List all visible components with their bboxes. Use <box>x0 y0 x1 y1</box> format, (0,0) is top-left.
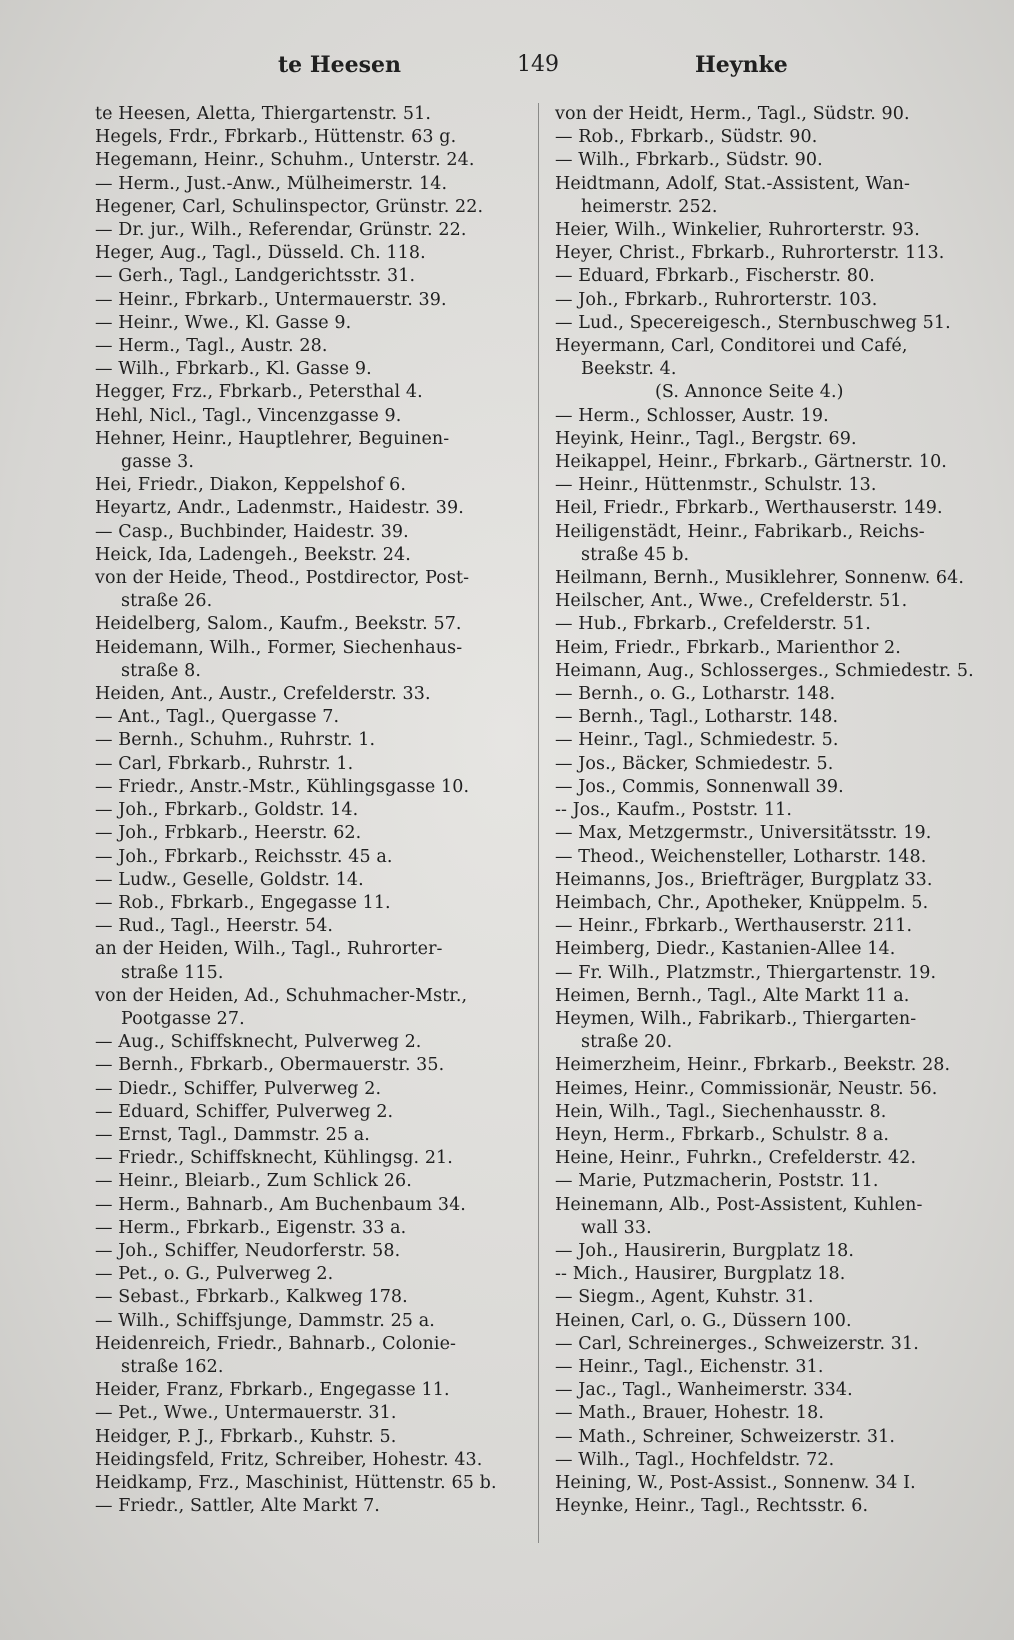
entry-line: Heynke, Heinr., Tagl., Rechtsstr. 6. <box>555 1496 869 1517</box>
entry-line: — Rob., Fbrkarb., Südstr. 90. <box>555 127 818 148</box>
entry-line: — Diedr., Schiffer, Pulverweg 2. <box>95 1078 382 1099</box>
directory-entry <box>555 242 985 265</box>
entry-line: — Jos., Bäcker, Schmiedestr. 5. <box>555 753 834 774</box>
entry-line: — Joh., Fbrkarb., Goldstr. 14. <box>95 800 359 821</box>
directory-entry <box>95 1495 523 1518</box>
entry-line: — Rud., Tagl., Heerstr. 54. <box>95 916 334 937</box>
directory-entry <box>555 1286 985 1309</box>
entry-line: — Bernh., o. G., Lotharstr. 148. <box>555 684 836 705</box>
entry-line: Heilscher, Ant., Wwe., Crefelderstr. 51. <box>555 591 908 612</box>
entry-continuation: straße 45 b. <box>581 544 690 565</box>
entry-line: Heyartz, Andr., Ladenmstr., Haidestr. 39. <box>95 498 464 519</box>
entry-continuation: wall 33. <box>581 1217 652 1238</box>
directory-entry <box>555 474 985 497</box>
directory-entry <box>95 683 523 706</box>
directory-entry <box>95 1472 523 1495</box>
entry-line: Heyer, Christ., Fbrkarb., Ruhrorterstr. 113. <box>555 243 945 264</box>
directory-entry <box>95 1147 523 1170</box>
directory-entry <box>95 265 523 288</box>
directory-entry <box>555 660 985 683</box>
entry-line: Hegemann, Heinr., Schuhm., Unterstr. 24. <box>95 150 475 171</box>
entry-line: Heimberg, Diedr., Kastanien-Allee 14. <box>555 939 896 960</box>
entry-continuation: straße 20. <box>581 1032 673 1053</box>
directory-entry <box>555 1495 985 1518</box>
directory-entry <box>555 1240 985 1263</box>
entry-line: — Carl, Schreinerges., Schweizerstr. 31. <box>555 1333 919 1354</box>
entry-line: Hegener, Carl, Schulinspector, Grünstr. 22. <box>95 196 484 217</box>
directory-entry <box>95 428 523 474</box>
directory-entry <box>555 173 985 219</box>
directory-entry <box>555 613 985 636</box>
directory-entry <box>95 915 523 938</box>
entry-line: — Heinr., Tagl., Schmiedestr. 5. <box>555 730 839 751</box>
directory-entry <box>95 126 523 149</box>
directory-entry <box>555 1124 985 1147</box>
directory-entry <box>555 915 985 938</box>
directory-entry <box>555 381 985 404</box>
directory-entry <box>95 335 523 358</box>
directory-entry <box>555 706 985 729</box>
directory-entry <box>555 405 985 428</box>
directory-entry <box>555 312 985 335</box>
entry-line: — Joh., Schiffer, Neudorferstr. 58. <box>95 1240 401 1261</box>
directory-entry <box>95 1449 523 1472</box>
entry-line: — Theod., Weichensteller, Lotharstr. 148. <box>555 846 927 867</box>
entry-line: — Math., Schreiner, Schweizerstr. 31. <box>555 1426 896 1447</box>
directory-entry <box>95 103 523 126</box>
entry-line: — Eduard, Schiffer, Pulverweg 2. <box>95 1101 394 1122</box>
directory-entry <box>95 358 523 381</box>
directory-entry <box>555 1356 985 1379</box>
entry-line: — Bernh., Fbrkarb., Obermauerstr. 35. <box>95 1055 445 1076</box>
header-last-entry: Heynke <box>695 52 788 78</box>
directory-entry <box>555 637 985 660</box>
entry-line: Heyn, Herm., Fbrkarb., Schulstr. 8 a. <box>555 1124 890 1145</box>
entry-line: Hegger, Frz., Fbrkarb., Petersthal 4. <box>95 382 423 403</box>
entry-line: -- Mich., Hausirer, Burgplatz 18. <box>555 1264 846 1285</box>
directory-entry <box>555 1194 985 1240</box>
entry-line: Hei, Friedr., Diakon, Keppelshof 6. <box>95 475 407 496</box>
entry-line: — Friedr., Sattler, Alte Markt 7. <box>95 1496 380 1517</box>
entry-line: Heiligenstädt, Heinr., Fabrikarb., Reichs- <box>555 521 925 542</box>
directory-entry <box>555 590 985 613</box>
entry-line: — Ant., Tagl., Quergasse 7. <box>95 707 340 728</box>
directory-entry <box>555 1379 985 1402</box>
directory-entry <box>95 1031 523 1054</box>
directory-entry <box>95 219 523 242</box>
directory-entry <box>95 149 523 172</box>
entry-line: — Carl, Fbrkarb., Ruhrstr. 1. <box>95 753 354 774</box>
entry-line: — Heinr., Fbrkarb., Werthauserstr. 211. <box>555 916 913 937</box>
directory-entry <box>95 1194 523 1217</box>
directory-entry <box>555 219 985 242</box>
entry-line: — Siegm., Agent, Kuhstr. 31. <box>555 1287 814 1308</box>
entry-line: — Friedr., Schiffsknecht, Kühlingsg. 21. <box>95 1148 453 1169</box>
entry-line: Heimes, Heinr., Commissionär, Neustr. 56. <box>555 1078 938 1099</box>
directory-entry <box>555 126 985 149</box>
entry-line: Heikappel, Heinr., Fbrkarb., Gärtnerstr. 10. <box>555 452 947 473</box>
entry-line: — Bernh., Tagl., Lotharstr. 148. <box>555 707 839 728</box>
header-first-entry: te Heesen <box>278 52 401 78</box>
entry-line: — Lud., Specereigesch., Sternbuschweg 51. <box>555 312 951 333</box>
directory-entry <box>555 938 985 961</box>
entry-line: — Math., Brauer, Hohestr. 18. <box>555 1403 824 1424</box>
directory-entry <box>95 1333 523 1379</box>
directory-entry <box>95 729 523 752</box>
entry-line: Heidkamp, Frz., Maschinist, Hüttenstr. 65 b. <box>95 1472 497 1493</box>
entry-line: Heiden, Ant., Austr., Crefelderstr. 33. <box>95 684 431 705</box>
directory-entry <box>555 428 985 451</box>
directory-entry <box>95 1426 523 1449</box>
entry-line: — Heinr., Hüttenmstr., Schulstr. 13. <box>555 475 877 496</box>
entry-line: te Heesen, Aletta, Thiergartenstr. 51. <box>95 104 432 124</box>
entry-line: von der Heidt, Herm., Tagl., Südstr. 90. <box>555 104 910 124</box>
entry-line: — Herm., Schlosser, Austr. 19. <box>555 405 829 426</box>
entry-line: Heimbach, Chr., Apotheker, Knüppelm. 5. <box>555 892 929 913</box>
directory-entry <box>555 1147 985 1170</box>
directory-entry <box>555 1008 985 1054</box>
entry-line: — Max, Metzgermstr., Universitätsstr. 19. <box>555 823 932 844</box>
directory-entry <box>95 405 523 428</box>
entry-line: Heil, Friedr., Fbrkarb., Werthauserstr. 149. <box>555 498 943 519</box>
entry-line: — Hub., Fbrkarb., Crefelderstr. 51. <box>555 614 871 635</box>
directory-entry <box>95 1078 523 1101</box>
entry-line: Heidemann, Wilh., Former, Siechenhaus- <box>95 637 463 658</box>
directory-entry <box>95 776 523 799</box>
directory-entry <box>555 846 985 869</box>
directory-entry <box>95 892 523 915</box>
directory-entry <box>95 289 523 312</box>
directory-entry <box>95 846 523 869</box>
entry-line: — Heinr., Bleiarb., Zum Schlick 26. <box>95 1171 412 1192</box>
entry-line: — Joh., Frbkarb., Heerstr. 62. <box>95 823 362 844</box>
directory-entry <box>95 799 523 822</box>
entry-line: Heyermann, Carl, Conditorei und Café, <box>555 336 908 357</box>
directory-entry <box>95 1217 523 1240</box>
entry-line: Heimann, Aug., Schlosserges., Schmiedestr. 5. <box>555 660 974 681</box>
directory-entry <box>555 962 985 985</box>
directory-entry <box>95 706 523 729</box>
entry-line: -- Jos., Kaufm., Poststr. 11. <box>555 800 793 821</box>
directory-entry <box>95 1054 523 1077</box>
entry-line: Heidelberg, Salom., Kaufm., Beekstr. 57. <box>95 614 462 635</box>
entry-line: (S. Annonce Seite 4.) <box>655 382 844 403</box>
directory-entry <box>95 869 523 892</box>
entry-line: — Joh., Hausirerin, Burgplatz 18. <box>555 1240 855 1261</box>
directory-entry <box>95 1124 523 1147</box>
entry-line: von der Heide, Theod., Postdirector, Post- <box>95 568 470 589</box>
entry-line: — Eduard, Fbrkarb., Fischerstr. 80. <box>555 266 875 287</box>
directory-entry <box>95 985 523 1031</box>
directory-entry <box>555 1472 985 1495</box>
directory-entry <box>555 753 985 776</box>
directory-entry <box>555 1263 985 1286</box>
directory-entry <box>555 1426 985 1449</box>
entry-line: — Rob., Fbrkarb., Engegasse 11. <box>95 892 391 913</box>
directory-entry <box>95 1101 523 1124</box>
entry-line: Hein, Wilh., Tagl., Siechenhausstr. 8. <box>555 1101 887 1122</box>
directory-entry <box>95 1240 523 1263</box>
entry-line: Heidenreich, Friedr., Bahnarb., Colonie- <box>95 1333 457 1354</box>
directory-entry <box>555 729 985 752</box>
entry-line: — Herm., Bahnarb., Am Buchenbaum 34. <box>95 1194 466 1215</box>
directory-entry <box>95 1402 523 1425</box>
directory-entry <box>555 289 985 312</box>
entry-line: — Herm., Fbrkarb., Eigenstr. 33 a. <box>95 1217 407 1238</box>
directory-entry <box>95 822 523 845</box>
entry-line: — Dr. jur., Wilh., Referendar, Grünstr. 22. <box>95 220 467 241</box>
directory-entry <box>555 869 985 892</box>
entry-continuation: heimerstr. 252. <box>581 196 718 217</box>
entry-line: Heimen, Bernh., Tagl., Alte Markt 11 a. <box>555 985 910 1006</box>
directory-entry <box>95 1379 523 1402</box>
entry-line: Heilmann, Bernh., Musiklehrer, Sonnenw. 64. <box>555 568 965 589</box>
directory-entry <box>95 196 523 219</box>
entry-line: Heinemann, Alb., Post-Assistent, Kuhlen- <box>555 1194 923 1215</box>
entry-line: Heick, Ida, Ladengeh., Beekstr. 24. <box>95 544 411 565</box>
entry-line: — Pet., o. G., Pulverweg 2. <box>95 1264 334 1285</box>
directory-entry <box>95 497 523 520</box>
entry-line: — Heinr., Wwe., Kl. Gasse 9. <box>95 312 352 333</box>
entry-continuation: straße 8. <box>121 660 202 681</box>
entry-line: — Fr. Wilh., Platzmstr., Thiergartenstr. 19. <box>555 962 937 983</box>
entry-line: Heim, Friedr., Fbrkarb., Marienthor 2. <box>555 637 901 658</box>
directory-entry <box>95 1286 523 1309</box>
entry-line: Heinen, Carl, o. G., Düssern 100. <box>555 1310 852 1331</box>
entry-line: — Marie, Putzmacherin, Poststr. 11. <box>555 1171 879 1192</box>
directory-entry <box>555 265 985 288</box>
entry-line: — Sebast., Fbrkarb., Kalkweg 178. <box>95 1287 408 1308</box>
entry-line: Heier, Wilh., Winkelier, Ruhrorterstr. 93. <box>555 220 920 241</box>
entry-continuation: straße 115. <box>121 962 224 983</box>
entry-line: — Herm., Tagl., Austr. 28. <box>95 336 328 357</box>
directory-entry <box>555 683 985 706</box>
directory-entry <box>95 242 523 265</box>
directory-entry <box>95 613 523 636</box>
entry-line: — Wilh., Fbrkarb., Kl. Gasse 9. <box>95 359 372 380</box>
entry-line: — Casp., Buchbinder, Haidestr. 39. <box>95 521 409 542</box>
entry-line: — Friedr., Anstr.-Mstr., Kühlingsgasse 10. <box>95 776 470 797</box>
entry-line: — Herm., Just.-Anw., Mülheimerstr. 14. <box>95 173 448 194</box>
entry-line: — Wilh., Schiffsjunge, Dammstr. 25 a. <box>95 1310 435 1331</box>
entry-line: Heimerzheim, Heinr., Fbrkarb., Beekstr. 28. <box>555 1055 951 1076</box>
directory-entry <box>555 1310 985 1333</box>
directory-entry <box>95 1170 523 1193</box>
directory-entry <box>555 892 985 915</box>
directory-entry <box>555 103 985 126</box>
directory-entry <box>95 381 523 404</box>
entry-continuation: straße 26. <box>121 591 213 612</box>
entry-line: Heidtmann, Adolf, Stat.-Assistent, Wan- <box>555 173 911 194</box>
directory-entry <box>95 567 523 613</box>
entry-line: Hehner, Heinr., Hauptlehrer, Beguinen- <box>95 428 450 449</box>
entry-line: — Ludw., Geselle, Goldstr. 14. <box>95 869 364 890</box>
page-header <box>0 52 1014 88</box>
directory-entry <box>95 938 523 984</box>
entry-continuation: straße 162. <box>121 1356 224 1377</box>
directory-entry <box>95 521 523 544</box>
entry-line: — Wilh., Tagl., Hochfeldstr. 72. <box>555 1449 835 1470</box>
entry-continuation: Pootgasse 27. <box>121 1008 245 1029</box>
entry-line: Heining, W., Post-Assist., Sonnenw. 34 I. <box>555 1472 916 1493</box>
entry-continuation: Beekstr. 4. <box>581 359 677 380</box>
entry-line: — Jac., Tagl., Wanheimerstr. 334. <box>555 1380 853 1401</box>
entry-line: Heger, Aug., Tagl., Düsseld. Ch. 118. <box>95 243 426 264</box>
entry-continuation: gasse 3. <box>121 452 195 473</box>
entry-line: — Joh., Fbrkarb., Ruhrorterstr. 103. <box>555 289 878 310</box>
right-column <box>555 103 985 1518</box>
entry-line: Hehl, Nicl., Tagl., Vincenzgasse 9. <box>95 405 402 426</box>
directory-entry <box>555 497 985 520</box>
entry-line: — Wilh., Fbrkarb., Südstr. 90. <box>555 150 823 171</box>
directory-entry <box>555 335 985 381</box>
directory-entry <box>555 985 985 1008</box>
directory-entry <box>555 149 985 172</box>
entry-line: von der Heiden, Ad., Schuhmacher-Mstr., <box>95 985 468 1006</box>
directory-entry <box>555 1170 985 1193</box>
page-number: 149 <box>517 52 559 77</box>
directory-entry <box>555 451 985 474</box>
directory-entry <box>95 312 523 335</box>
directory-entry <box>555 799 985 822</box>
entry-line: Heidingsfeld, Fritz, Schreiber, Hohestr. 43. <box>95 1449 483 1470</box>
entry-line: an der Heiden, Wilh., Tagl., Ruhrorter- <box>95 939 443 960</box>
entry-line: — Heinr., Fbrkarb., Untermauerstr. 39. <box>95 289 447 310</box>
directory-entry <box>555 1449 985 1472</box>
directory-entry <box>555 1402 985 1425</box>
entry-line: — Aug., Schiffsknecht, Pulverweg 2. <box>95 1032 422 1053</box>
entry-line: — Heinr., Tagl., Eichenstr. 31. <box>555 1356 824 1377</box>
directory-entry <box>555 567 985 590</box>
entry-line: — Gerh., Tagl., Landgerichtsstr. 31. <box>95 266 416 287</box>
entry-line: Heymen, Wilh., Fabrikarb., Thiergarten- <box>555 1008 917 1029</box>
directory-entry <box>555 776 985 799</box>
directory-entry <box>555 521 985 567</box>
directory-entry <box>555 1054 985 1077</box>
entry-line: Hegels, Frdr., Fbrkarb., Hüttenstr. 63 g. <box>95 127 457 148</box>
directory-entry <box>95 753 523 776</box>
directory-entry <box>95 173 523 196</box>
directory-entry <box>95 637 523 683</box>
directory-entry <box>95 1263 523 1286</box>
entry-line: — Joh., Fbrkarb., Reichsstr. 45 a. <box>95 846 393 867</box>
column-divider <box>538 103 539 1543</box>
directory-entry <box>95 544 523 567</box>
entry-line: — Pet., Wwe., Untermauerstr. 31. <box>95 1403 397 1424</box>
directory-entry <box>555 822 985 845</box>
entry-line: Heider, Franz, Fbrkarb., Engegasse 11. <box>95 1380 450 1401</box>
directory-entry <box>555 1078 985 1101</box>
entry-line: Heidger, P. J., Fbrkarb., Kuhstr. 5. <box>95 1426 397 1447</box>
directory-entry <box>555 1333 985 1356</box>
entry-line: — Ernst, Tagl., Dammstr. 25 a. <box>95 1124 370 1145</box>
entry-line: — Jos., Commis, Sonnenwall 39. <box>555 776 844 797</box>
entry-line: Heine, Heinr., Fuhrkn., Crefelderstr. 42. <box>555 1148 917 1169</box>
entry-line: — Bernh., Schuhm., Ruhrstr. 1. <box>95 730 376 751</box>
entry-line: Heimanns, Jos., Briefträger, Burgplatz 33. <box>555 869 933 890</box>
entry-line: Heyink, Heinr., Tagl., Bergstr. 69. <box>555 428 857 449</box>
directory-entry <box>95 474 523 497</box>
directory-entry <box>555 1101 985 1124</box>
left-column <box>95 103 523 1518</box>
directory-entry <box>95 1310 523 1333</box>
